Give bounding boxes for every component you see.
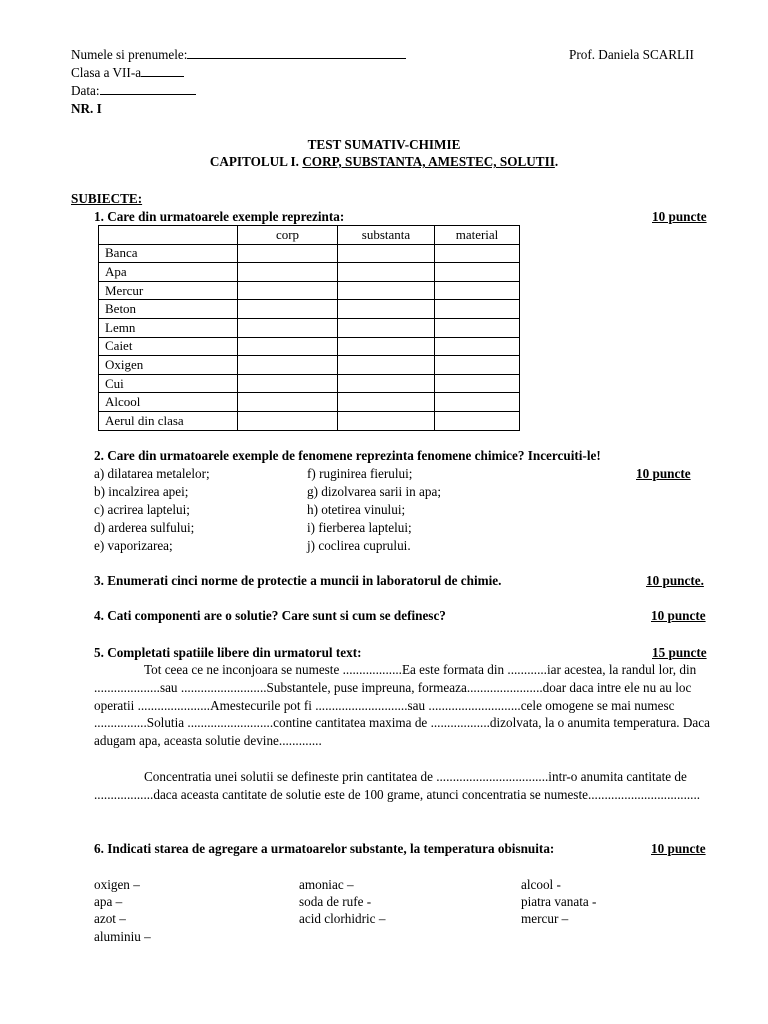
answer-cell[interactable] — [435, 374, 520, 393]
row-label: Beton — [99, 300, 238, 319]
answer-cell[interactable] — [238, 374, 338, 393]
answer-cell[interactable] — [238, 318, 338, 337]
answer-cell[interactable] — [338, 356, 435, 375]
date-blank[interactable] — [100, 82, 196, 95]
table-row — [99, 244, 520, 263]
answer-cell[interactable] — [435, 411, 520, 430]
row-label: Banca — [99, 244, 238, 263]
q5-paragraph-1[interactable]: Tot ceea ce ne inconjoara se numeste ..................Ea este formata din ............iar acestea, la randul lor, din ....................sau ..........................Substantele, puse impreuna, formeaza.......................doar daca intre ele nu au loc operatii ......................Amestecurile pot fi ............................sau ............................cele omogene se mai numesc ................Solutia ..........................contine cantitatea maxima de ..................dizolvata, la o anumita temperatura. Daca adugam apa, aceasta solutie devine............. — [94, 662, 710, 749]
chapter-suffix: . — [554, 154, 559, 169]
answer-cell[interactable] — [238, 337, 338, 356]
table-header-cell: substanta — [338, 226, 435, 245]
q6-text: 6. Indicati starea de agregare a urmatoarelor substante, la temperatura obisnuita: — [94, 841, 555, 856]
row-label: Oxigen — [99, 356, 238, 375]
q6-item[interactable]: oxigen – — [94, 877, 140, 892]
table-row — [99, 300, 520, 319]
answer-cell[interactable] — [435, 300, 520, 319]
row-label: Mercur — [99, 281, 238, 300]
answer-cell[interactable] — [435, 356, 520, 375]
answer-cell[interactable] — [338, 337, 435, 356]
q2-option[interactable]: f) ruginirea fierului; — [307, 466, 413, 481]
q2-points: 10 puncte — [636, 466, 691, 481]
q2-option[interactable]: e) vaporizarea; — [94, 538, 173, 553]
row-label: Caiet — [99, 337, 238, 356]
row-label: Aerul din clasa — [99, 411, 238, 430]
table-row — [99, 263, 520, 282]
table-row — [99, 356, 520, 375]
test-number: NR. I — [71, 101, 102, 116]
q1-table — [98, 225, 520, 431]
answer-cell[interactable] — [435, 244, 520, 263]
answer-cell[interactable] — [338, 281, 435, 300]
q5-paragraph-2[interactable]: Concentratia unei solutii se defineste prin cantitatea de ..................................intr-o anumita cantitate de ..................daca aceasta cantitate de solutie este de 100 grame, atunci concentratia se numeste.................................. — [94, 769, 701, 802]
answer-cell[interactable] — [338, 263, 435, 282]
test-title: TEST SUMATIV-CHIMIE — [307, 137, 461, 152]
class-blank[interactable] — [141, 64, 184, 77]
answer-cell[interactable] — [435, 318, 520, 337]
answer-cell[interactable] — [238, 393, 338, 412]
q6-item[interactable]: acid clorhidric – — [299, 911, 386, 926]
q6-item[interactable]: piatra vanata - — [521, 894, 597, 909]
name-field[interactable] — [71, 46, 406, 63]
table-row — [99, 374, 520, 393]
answer-cell[interactable] — [338, 318, 435, 337]
answer-cell[interactable] — [238, 300, 338, 319]
answer-cell[interactable] — [238, 281, 338, 300]
table-header-cell: material — [435, 226, 520, 245]
q2-option[interactable]: h) otetirea vinului; — [307, 502, 406, 517]
q1-text: 1. Care din urmatoarele exemple reprezinta: — [94, 209, 345, 224]
answer-cell[interactable] — [338, 374, 435, 393]
q6-item[interactable]: soda de rufe - — [299, 894, 372, 909]
q5-text: 5. Completati spatiile libere din urmatorul text: — [94, 645, 362, 660]
row-label: Lemn — [99, 318, 238, 337]
q6-item[interactable]: mercur – — [521, 911, 569, 926]
row-label: Alcool — [99, 393, 238, 412]
q6-points: 10 puncte — [651, 841, 706, 856]
q2-option[interactable]: c) acrirea laptelui; — [94, 502, 190, 517]
teacher-name: Prof. Daniela SCARLII — [569, 47, 694, 62]
chapter-topics: CORP, SUBSTANTA, AMESTEC, SOLUTII — [302, 154, 555, 169]
answer-cell[interactable] — [435, 263, 520, 282]
answer-cell[interactable] — [435, 281, 520, 300]
answer-cell[interactable] — [238, 244, 338, 263]
q6-item[interactable]: amoniac – — [299, 877, 354, 892]
answer-cell[interactable] — [338, 411, 435, 430]
q6-item[interactable]: apa – — [94, 894, 123, 909]
table-header-cell: corp — [238, 226, 338, 245]
q6-item[interactable]: azot – — [94, 911, 126, 926]
answer-cell[interactable] — [338, 393, 435, 412]
chapter-prefix: CAPITOLUL I. — [209, 154, 303, 169]
q6-item[interactable]: aluminiu – — [94, 929, 151, 944]
q1-points: 10 puncte — [652, 209, 707, 224]
date-label: Data: — [71, 83, 100, 98]
q2-option[interactable]: a) dilatarea metalelor; — [94, 466, 210, 481]
q4-points: 10 puncte — [651, 608, 706, 623]
q2-option[interactable]: d) arderea sulfului; — [94, 520, 195, 535]
q2-text: 2. Care din urmatoarele exemple de fenomene reprezinta fenomene chimice? Incercuiti-le! — [94, 448, 601, 463]
table-header-cell — [99, 226, 238, 245]
q4-text: 4. Cati componenti are o solutie? Care sunt si cum se definesc? — [94, 608, 446, 623]
name-blank[interactable] — [187, 46, 406, 59]
name-label: Numele si prenumele: — [71, 47, 188, 62]
table-row — [99, 337, 520, 356]
q2-option[interactable]: g) dizolvarea sarii in apa; — [307, 484, 442, 499]
class-label: Clasa a VII-a — [71, 65, 142, 80]
chapter-title — [0, 153, 768, 170]
table-row — [99, 318, 520, 337]
q3-text: 3. Enumerati cinci norme de protectie a muncii in laboratorul de chimie. — [94, 573, 502, 588]
q2-option[interactable]: b) incalzirea apei; — [94, 484, 189, 499]
answer-cell[interactable] — [435, 393, 520, 412]
table-row — [99, 411, 520, 430]
table-header-row — [99, 226, 520, 245]
q6-item[interactable]: alcool - — [521, 877, 561, 892]
row-label: Apa — [99, 263, 238, 282]
q3-points: 10 puncte. — [646, 573, 704, 588]
answer-cell[interactable] — [338, 300, 435, 319]
q2-option[interactable]: j) coclirea cuprului. — [307, 538, 411, 553]
answer-cell[interactable] — [435, 337, 520, 356]
q5-points: 15 puncte — [652, 645, 707, 660]
row-label: Cui — [99, 374, 238, 393]
table-row — [99, 393, 520, 412]
answer-cell[interactable] — [238, 263, 338, 282]
answer-cell[interactable] — [338, 244, 435, 263]
answer-cell[interactable] — [238, 411, 338, 430]
q2-option[interactable]: i) fierberea laptelui; — [307, 520, 412, 535]
class-field[interactable] — [71, 64, 184, 81]
date-field[interactable] — [71, 82, 196, 99]
table-row — [99, 281, 520, 300]
subjects-heading: SUBIECTE: — [71, 191, 143, 206]
answer-cell[interactable] — [238, 356, 338, 375]
